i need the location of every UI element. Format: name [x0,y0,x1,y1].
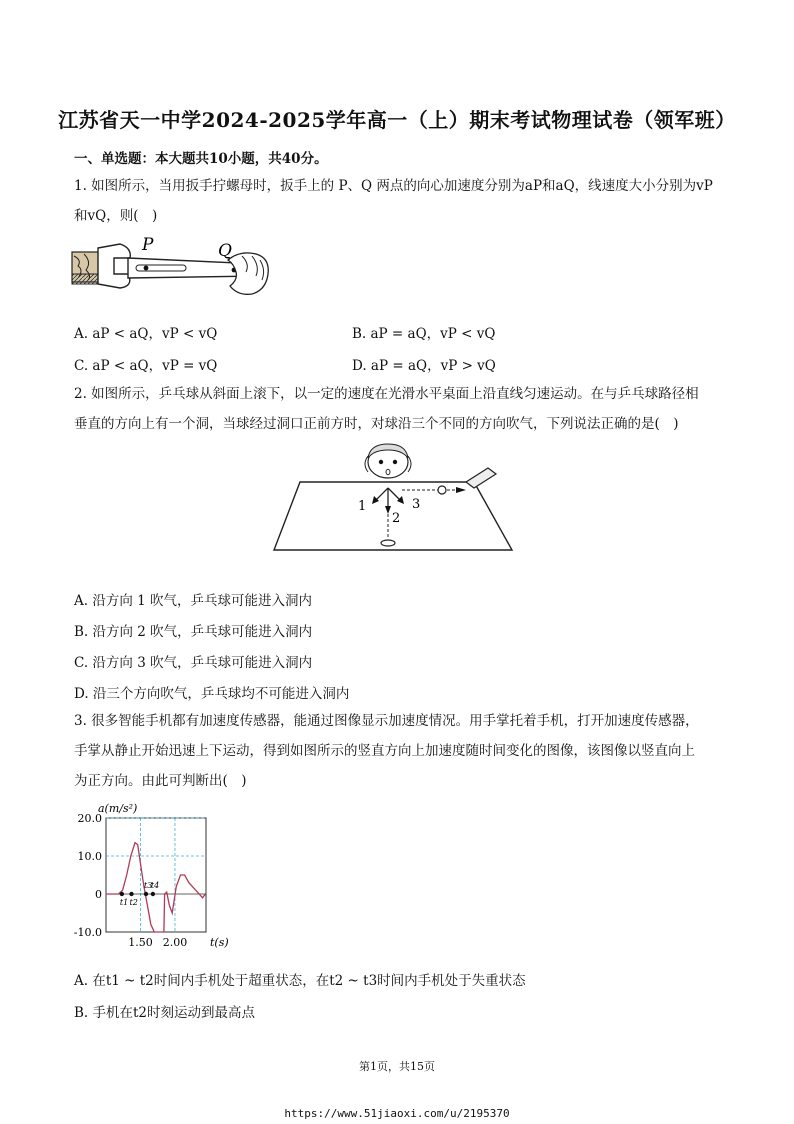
time-point [144,892,148,896]
wrench-slot [136,265,186,271]
table-figure [270,440,520,556]
y-tick-label: 10.0 [77,850,102,863]
label-q: Q [218,241,232,261]
time-point [151,892,155,896]
q2-stem-line1: 2. 如图所示，乒乓球从斜面上滚下，以一定的速度在光滑水平桌面上沿直线匀速运动。在与乒乓球路径相 [74,386,699,402]
q2-option-a[interactable]: A. 沿方向 1 吹气，乒乓球可能进入洞内 [74,593,313,609]
y-tick-label: 20.0 [77,812,102,825]
wrench-jaw [98,244,130,288]
hole [381,540,395,546]
time-point [120,892,124,896]
label-p: P [142,235,154,255]
q2-option-c[interactable]: C. 沿方向 3 吹气，乒乓球可能进入洞内 [74,655,313,671]
q1-stem-line2: 和vQ，则( ) [74,208,158,224]
x-axis-label: t(s) [210,936,229,949]
wrench-figure [70,234,280,306]
q1-option-d[interactable]: D. aP = aQ，vP > vQ [352,358,496,374]
y-tick-label: 0 [95,888,102,901]
q3-option-a[interactable]: A. 在t1 ~ t2时间内手机处于超重状态，在t2 ~ t3时间内手机处于失重状态 [74,973,526,989]
point-p [144,266,149,271]
acceleration-chart [70,800,235,952]
q3-stem-line1: 3. 很多智能手机都有加速度传感器，能通过图像显示加速度情况。用手掌托着手机，打开加速度传感器， [74,713,699,729]
time-point-label: t1 [119,898,129,907]
q2-option-d[interactable]: D. 沿三个方向吹气，乒乓球均不可能进入洞内 [74,686,350,702]
q3-stem-line2: 手掌从静止开始迅速上下运动，得到如图所示的竖直方向上加速度随时间变化的图像，该图像以竖直向上 [74,743,695,759]
q1-option-c[interactable]: C. aP < aQ，vP = vQ [74,358,218,374]
q2-option-b[interactable]: B. 沿方向 2 吹气，乒乓球可能进入洞内 [74,624,313,640]
page-title: 江苏省天一中学2024-2025学年高一（上）期末考试物理试卷（领军班） [58,108,736,132]
q3-stem-line3: 为正方向。由此可判断出( ) [74,773,247,789]
x-tick-label: 1.50 [128,936,153,949]
time-point [129,892,133,896]
time-point-label: t3 [144,881,153,890]
x-tick-label: 2.00 [162,936,188,949]
section-heading: 一、单选题：本大题共10小题，共40分。 [74,151,328,167]
y-axis-label: a(m/s²) [98,802,138,815]
time-point-label: t2 [129,898,138,907]
q1-stem-line1: 1. 如图所示，当用扳手拧螺母时，扳手上的 P、Q 两点的向心加速度分别为aP和aQ，线速度大小分别为vP [74,178,713,194]
label-1: 1 [358,499,367,514]
plot-frame [106,818,206,932]
q2-stem-line2: 垂直的方向上有一个洞，当球经过洞口正前方时，对球沿三个不同的方向吹气，下列说法正确的是( ) [74,416,679,432]
incline-ramp [466,468,496,488]
ping-pong-ball [438,486,446,494]
source-watermark: https://www.51jiaoxi.com/u/2195370 [284,1107,510,1120]
y-tick-label: -10.0 [73,926,102,939]
girl-face [365,444,411,478]
q1-option-b[interactable]: B. aP = aQ，vP < vQ [352,326,496,342]
q3-option-b[interactable]: B. 手机在t2时刻运动到最高点 [74,1005,256,1021]
q1-option-a[interactable]: A. aP < aQ，vP < vQ [74,326,218,342]
label-2: 2 [392,511,401,526]
time-point-label: t4 [150,881,160,890]
label-3: 3 [412,497,421,512]
page-footer: 第1页，共15页 [359,1060,435,1073]
